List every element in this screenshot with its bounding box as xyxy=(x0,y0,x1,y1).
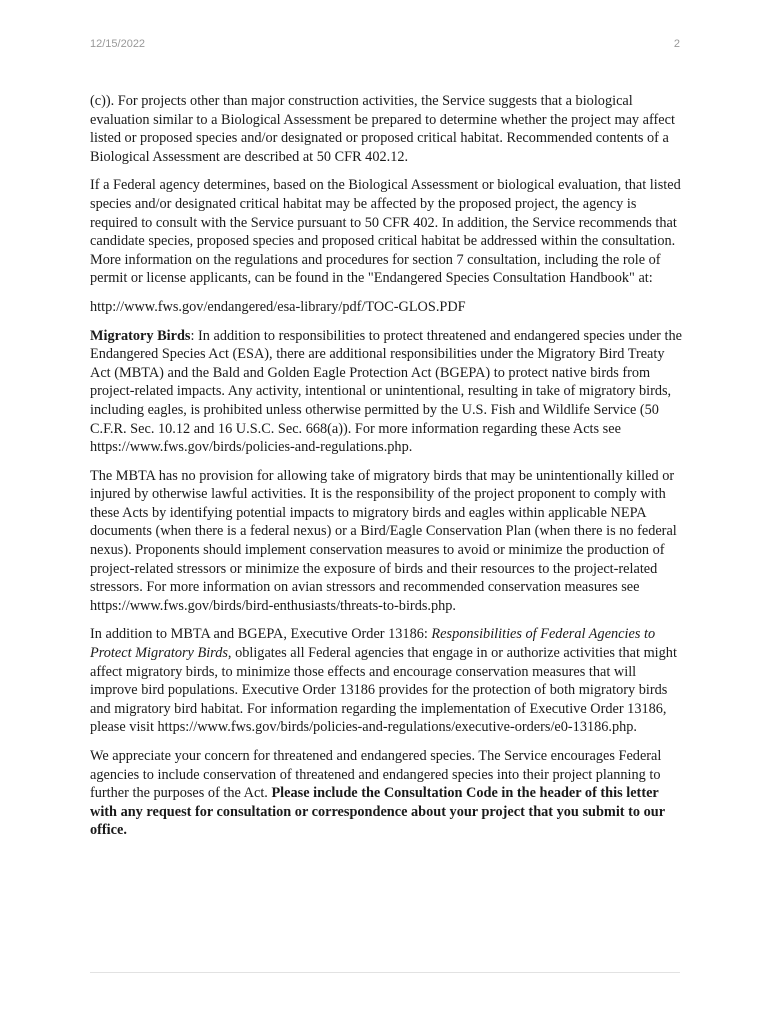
eo-text-start: In addition to MBTA and BGEPA, Executive Order 13186: xyxy=(90,626,432,643)
migratory-birds-heading: Migratory Birds xyxy=(90,327,191,344)
header-date: 12/15/2022 xyxy=(90,38,146,50)
migratory-birds-text: : In addition to responsibilities to protect threatened and endangered species under the Endangered Species Act (ESA), there are additional responsibilities under the Migratory Bird Treaty Act (MBTA) and the Bald and Golden Eagle Protection Act (BGEPA) to protect native birds from project-related impacts. Any activity, intentional or unintentional, resulting in take of migratory birds, including eagles, is prohibited unless otherwise permitted by the U.S. Fish and Wildlife Service (50 C.F.R. Sec. 10.12 and 16 U.S.C. Sec. 668(a)). For more information regarding these Acts see https://www.fws.gov/birds/policies-and-regulations.php. xyxy=(90,327,682,456)
closing-text: We appreciate your concern for threatened and endangered species. The Service encourages Federal agencies to include conservation of threatened and endangered species into their project planning to further the purposes of the Act. xyxy=(90,748,662,802)
paragraph-consultation: If a Federal agency determines, based on the Biological Assessment or biological evaluation, that listed species and/or designated critical habitat may be affected by the proposed project, the agency is required to consult with the Service pursuant to 50 CFR 402. In addition, the Service recommends that candidate species, proposed species and proposed critical habitat be addressed within the consultation. More information on the regulations and procedures for section 7 consultation, including the role of permit or license applicants, can be found in the "Endangered Species Consultation Handbook" at: xyxy=(90,177,681,287)
paragraph-biological-evaluation: (c)). For projects other than major construction activities, the Service suggests that a biological evaluation similar to a Biological Assessment be prepared to determine whether the project may affect listed or proposed species and/or designated or proposed critical habitat. Recommended contents of a Biological Assessment are described at 50 CFR 402.12. xyxy=(90,93,675,165)
letter-body xyxy=(90,92,682,850)
paragraph-closing xyxy=(90,747,682,840)
eo-title: Responsibilities of Federal Agencies to Protect Migratory Birds xyxy=(90,626,656,662)
page-number: 2 xyxy=(673,38,680,50)
handbook-url: http://www.fws.gov/endangered/esa-library/pdf/TOC-GLOS.PDF xyxy=(90,298,466,315)
eo-text-end: , obligates all Federal agencies that engage in or authorize activities that might affect migratory birds, to minimize those effects and encourage conservation measures that will improve bird populations. Executive Order 13186 provides for the protection of both migratory birds and migratory bird habitat. For information regarding the implementation of Executive Order 13186, please visit https://www.fws.gov/birds/policies-and-regulations/executive-orders/e0-13186.php. xyxy=(90,645,677,736)
page-header xyxy=(90,38,680,54)
paragraph-migratory-birds xyxy=(90,327,682,457)
paragraph-mbta: The MBTA has no provision for allowing take of migratory birds that may be unintentionally killed or injured by otherwise lawful activities. It is the responsibility of the project proponent to comply with these Acts by identifying potential impacts to migratory birds and eagles within applicable NEPA documents (when there is a federal nexus) or a Bird/Eagle Conservation Plan (when there is no federal nexus). Proponents should implement conservation measures to avoid or minimize the production of project-related stressors or minimize the exposure of birds and their resources to the project-related stressors. For more information on avian stressors and recommended conservation measures see https://www.fws.gov/birds/bird-enthusiasts/threats-to-birds.php. xyxy=(90,467,677,614)
paragraph-executive-order xyxy=(90,625,682,737)
consultation-code-notice: Please include the Consultation Code in the header of this letter with any request for consultation or correspondence about your project that you submit to our office. xyxy=(90,785,665,839)
footer-divider xyxy=(90,972,680,973)
